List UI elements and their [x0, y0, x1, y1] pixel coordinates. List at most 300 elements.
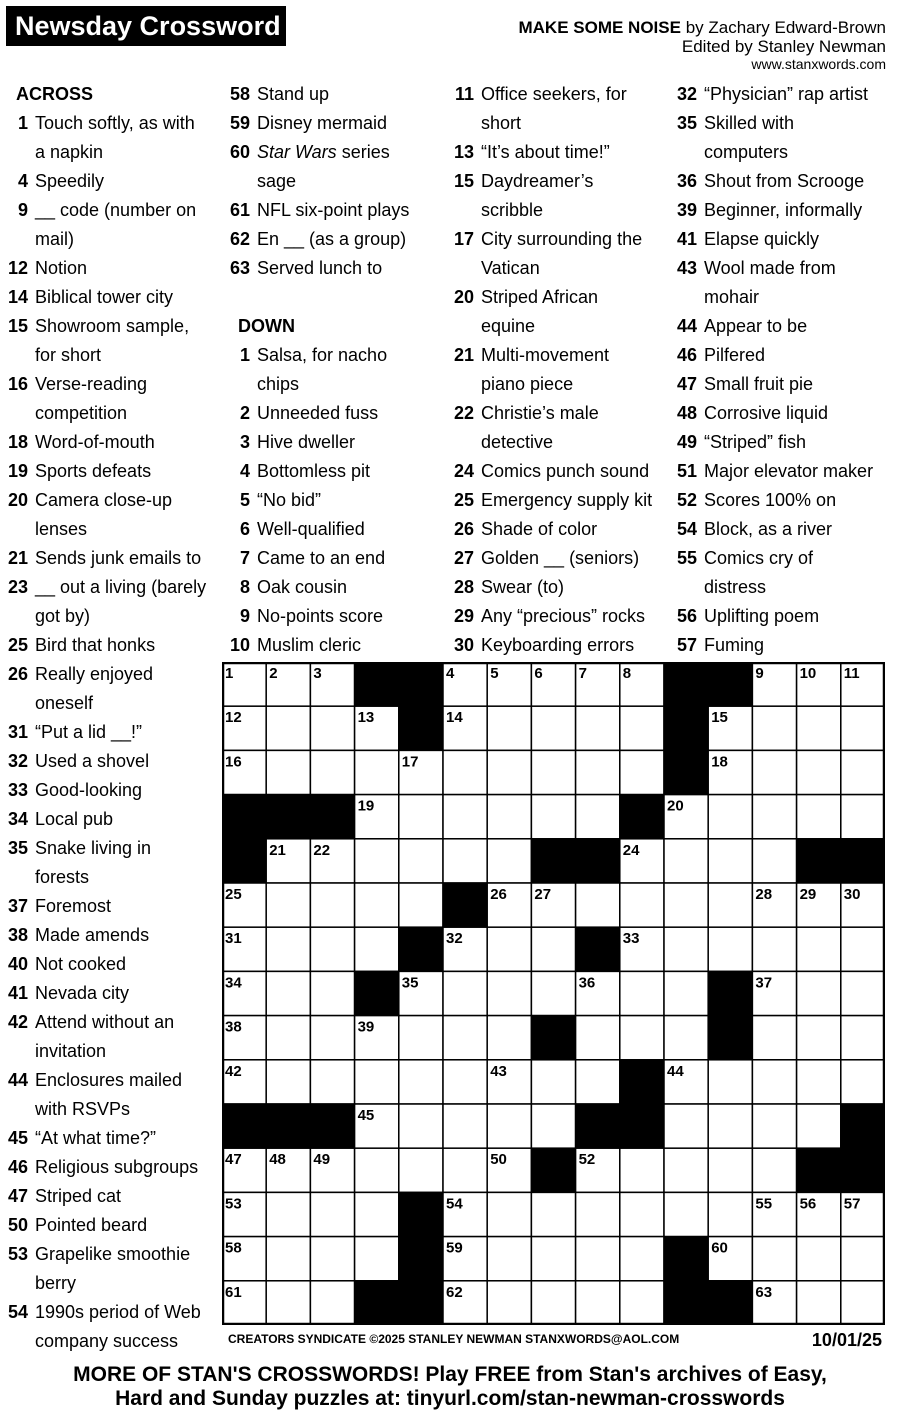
clue-text: forests [35, 867, 90, 887]
clue-text: mail) [35, 229, 74, 249]
clue-number: 45 [7, 1128, 28, 1148]
grid-cell[interactable] [797, 1281, 841, 1325]
grid-cell[interactable] [797, 927, 841, 971]
clue-32 [8, 747, 218, 776]
grid-cell[interactable] [708, 883, 752, 927]
grid-cell[interactable] [443, 839, 487, 883]
clue-15 [8, 312, 218, 341]
cell-number: 23 [578, 841, 596, 859]
grid-cell[interactable] [531, 795, 575, 839]
clue-text: company success [35, 1331, 179, 1351]
clue-3 [230, 428, 445, 457]
clue-text: “Put a lid __!” [35, 722, 143, 742]
clue-number: 34 [7, 809, 28, 829]
clue-47 [8, 1182, 218, 1211]
grid-cell[interactable] [531, 971, 575, 1015]
grid-cell[interactable] [310, 883, 354, 927]
promo-line-2[interactable]: Hard and Sunday puzzles at: tinyurl.com/stan-newman-crosswords [115, 1387, 785, 1410]
clue-text: Elapse quickly [704, 229, 820, 249]
grid-cell[interactable] [841, 927, 885, 971]
grid-cell[interactable] [752, 750, 796, 794]
cell-number: 56 [799, 1195, 817, 1213]
grid-cell[interactable] [531, 1237, 575, 1281]
clue-text: with RSVPs [35, 1099, 131, 1119]
author: by Zachary Edward-Brown [685, 18, 886, 37]
promo-banner [0, 1363, 900, 1411]
clue-20 [454, 283, 669, 312]
clue-number: 40 [7, 954, 28, 974]
grid-cell[interactable] [576, 1192, 620, 1236]
clue-43 [677, 254, 892, 283]
grid-cell[interactable] [487, 1237, 531, 1281]
grid-cell[interactable] [399, 1148, 443, 1192]
grid-cell[interactable] [310, 927, 354, 971]
grid-cell[interactable] [266, 927, 310, 971]
grid-cell[interactable] [355, 1148, 399, 1192]
clue-text: Block, as a river [704, 519, 833, 539]
grid-cell[interactable] [355, 750, 399, 794]
clue-text: NFL six-point plays [257, 200, 410, 220]
clue-text: “At what time?” [35, 1128, 157, 1148]
clue-number: 5 [239, 490, 250, 510]
cell-number: 17 [401, 753, 419, 771]
grid-cell[interactable] [664, 1104, 708, 1148]
clue-text: scribble [481, 200, 544, 220]
grid-cell[interactable] [664, 971, 708, 1015]
grid-cell[interactable] [752, 1016, 796, 1060]
cell-number: 48 [269, 1151, 286, 1169]
grid-cell[interactable] [355, 1192, 399, 1236]
clue-number: 46 [7, 1157, 28, 1177]
grid-cell[interactable] [576, 706, 620, 750]
grid-cell[interactable] [487, 795, 531, 839]
grid-cell[interactable] [620, 706, 664, 750]
clue-text: Hive dweller [257, 432, 356, 452]
grid-cell[interactable] [443, 1148, 487, 1192]
clue-continuation [454, 370, 669, 399]
clue-60 [230, 138, 445, 167]
clue-continuation [8, 1037, 218, 1066]
grid-cell[interactable] [576, 1016, 620, 1060]
grid-cell[interactable] [443, 1016, 487, 1060]
grid-cell[interactable] [620, 1016, 664, 1060]
clue-text: “It’s about time!” [481, 142, 610, 162]
black-square [664, 1237, 708, 1281]
grid-cell[interactable] [531, 1104, 575, 1148]
clue-number: 11 [454, 84, 474, 104]
grid-cell[interactable] [443, 1104, 487, 1148]
clue-number: 2 [239, 403, 250, 423]
clue-text: Golden __ (seniors) [481, 548, 640, 568]
grid-cell[interactable] [355, 1237, 399, 1281]
clue-continuation [454, 428, 669, 457]
clue-number: 56 [676, 606, 697, 626]
clue-text: Biblical tower city [35, 287, 174, 307]
black-square [797, 1148, 841, 1192]
down-heading: DOWN [238, 316, 295, 336]
grid-cell[interactable] [310, 1237, 354, 1281]
grid-cell[interactable] [266, 1016, 310, 1060]
grid-cell[interactable] [576, 1281, 620, 1325]
cell-number: 46 [622, 1107, 640, 1124]
grid-cell[interactable] [620, 1148, 664, 1192]
grid-cell[interactable] [797, 1237, 841, 1281]
grid-cell[interactable] [620, 971, 664, 1015]
grid-cell[interactable] [664, 883, 708, 927]
cell-number: 54 [446, 1195, 463, 1213]
grid-cell[interactable] [576, 1237, 620, 1281]
grid-cell[interactable] [531, 706, 575, 750]
grid-cell[interactable] [841, 795, 885, 839]
grid-cell[interactable] [266, 971, 310, 1015]
cell-number: 5 [490, 665, 499, 682]
clue-number: 36 [676, 171, 697, 191]
clue-number: 43 [676, 258, 697, 278]
grid-cell[interactable] [531, 1281, 575, 1325]
grid-cell[interactable] [310, 1016, 354, 1060]
grid-cell[interactable] [797, 1104, 841, 1148]
clue-25 [8, 631, 218, 660]
grid-cell[interactable] [797, 750, 841, 794]
grid-cell[interactable] [841, 971, 885, 1015]
grid-cell[interactable] [266, 1281, 310, 1325]
clue-continuation [8, 689, 218, 718]
clue-number: 33 [7, 780, 28, 800]
grid-cell[interactable] [841, 1281, 885, 1325]
clue-text: “Physician” rap artist [704, 84, 869, 104]
clue-text: Keyboarding errors [481, 635, 635, 655]
clue-28 [454, 573, 669, 602]
clue-text: equine [481, 316, 536, 336]
clue-1 [8, 109, 218, 138]
grid-cell[interactable] [310, 1281, 354, 1325]
grid-cell[interactable] [399, 1104, 443, 1148]
editor: Edited by Stanley Newman [681, 37, 886, 56]
grid-cell[interactable] [841, 1060, 885, 1104]
grid-cell[interactable] [752, 1237, 796, 1281]
clue-number: 28 [453, 577, 474, 597]
clue-text: Scores 100% on [704, 490, 837, 510]
grid-cell[interactable] [752, 1060, 796, 1104]
cell-number: 44 [667, 1062, 684, 1080]
grid-cell[interactable] [266, 1237, 310, 1281]
clue-57 [677, 631, 892, 660]
grid-cell[interactable] [487, 1281, 531, 1325]
cell-number: 8 [622, 665, 632, 682]
grid-cell[interactable] [531, 1192, 575, 1236]
black-square [664, 662, 708, 706]
clue-text: Snake living in [35, 838, 152, 858]
clue-number: 1 [17, 113, 28, 133]
clue-continuation [8, 1327, 218, 1356]
grid-cell[interactable] [399, 1060, 443, 1104]
clue-continuation [454, 196, 669, 225]
grid-cell[interactable] [620, 750, 664, 794]
clue-text: Christie’s male [481, 403, 599, 423]
grid-cell[interactable] [708, 1104, 752, 1148]
cell-number: 49 [313, 1151, 331, 1169]
clue-text: Comics punch sound [481, 461, 650, 481]
clue-9 [230, 602, 445, 631]
grid-cell[interactable] [310, 971, 354, 1015]
clue-number: 9 [239, 606, 250, 626]
grid-cell[interactable] [531, 750, 575, 794]
grid-cell[interactable] [399, 795, 443, 839]
grid-cell[interactable] [487, 1192, 531, 1236]
clue-continuation [454, 312, 669, 341]
cell-number: 41 [711, 1018, 728, 1036]
cell-number: 50 [490, 1151, 507, 1169]
clue-44 [8, 1066, 218, 1095]
clue-7 [230, 544, 445, 573]
cell-number: 43 [490, 1062, 507, 1080]
page-title: Newsday Crossword [6, 6, 286, 46]
grid-cell[interactable] [664, 927, 708, 971]
clue-33 [8, 776, 218, 805]
black-square [443, 883, 487, 927]
clue-number: 15 [7, 316, 28, 336]
grid-cell[interactable] [620, 883, 664, 927]
grid-cell[interactable] [355, 927, 399, 971]
black-square [399, 927, 443, 971]
grid-cell[interactable] [266, 706, 310, 750]
grid-cell[interactable] [487, 1016, 531, 1060]
black-square [222, 839, 266, 883]
clue-51 [677, 457, 892, 486]
puzzle-title: MAKE SOME NOISE [518, 18, 681, 37]
grid-cell[interactable] [797, 706, 841, 750]
cell-number: 9 [755, 665, 764, 682]
grid-cell[interactable] [841, 750, 885, 794]
grid-cell[interactable] [797, 795, 841, 839]
grid-cell[interactable] [708, 927, 752, 971]
clue-26 [8, 660, 218, 689]
clue-58 [230, 80, 445, 109]
grid-cell[interactable] [708, 1192, 752, 1236]
clue-text: Muslim cleric [257, 635, 362, 655]
clue-62 [230, 225, 445, 254]
grid-cell[interactable] [841, 706, 885, 750]
website-link[interactable]: www.stanxwords.com [751, 56, 886, 72]
clue-63 [230, 254, 445, 283]
clue-text: 1990s period of Web [35, 1302, 201, 1322]
clue-text: detective [481, 432, 554, 452]
grid-cell[interactable] [797, 1060, 841, 1104]
clue-text: competition [35, 403, 128, 423]
clue-16 [8, 370, 218, 399]
grid-cell[interactable] [576, 883, 620, 927]
grid-cell[interactable] [841, 1016, 885, 1060]
black-square [708, 662, 752, 706]
grid-cell[interactable] [487, 971, 531, 1015]
clue-text: Salsa, for nacho [257, 345, 388, 365]
clue-column-3 [454, 80, 669, 660]
clue-number: 41 [7, 983, 28, 1003]
grid-cell[interactable] [752, 927, 796, 971]
grid-cell[interactable] [797, 1016, 841, 1060]
clue-17 [454, 225, 669, 254]
cell-number: 22 [313, 841, 331, 859]
clue-number: 30 [453, 635, 474, 655]
clue-number: 13 [453, 142, 474, 162]
grid-cell[interactable] [487, 839, 531, 883]
grid-cell[interactable] [266, 1192, 310, 1236]
grid-cell[interactable] [708, 1148, 752, 1192]
clue-number: 41 [676, 229, 697, 249]
grid-cell[interactable] [443, 750, 487, 794]
clue-number: 35 [7, 838, 28, 858]
clue-continuation [8, 399, 218, 428]
grid-cell[interactable] [752, 1104, 796, 1148]
clue-31 [8, 718, 218, 747]
grid-cell[interactable] [355, 839, 399, 883]
clue-text: Fuming [704, 635, 765, 655]
clue-number: 63 [229, 258, 250, 278]
grid-cell[interactable] [443, 795, 487, 839]
clue-text: Swear (to) [481, 577, 565, 597]
grid-cell[interactable] [752, 706, 796, 750]
clue-12 [8, 254, 218, 283]
grid-cell[interactable] [399, 883, 443, 927]
grid-cell[interactable] [576, 750, 620, 794]
black-square [399, 1281, 443, 1325]
clue-continuation [8, 515, 218, 544]
cell-number: 47 [225, 1151, 242, 1169]
grid-cell[interactable] [266, 750, 310, 794]
clue-number: 37 [7, 896, 28, 916]
grid-cell[interactable] [355, 1060, 399, 1104]
clue-text: City surrounding the [481, 229, 643, 249]
spacer [230, 283, 445, 312]
grid-cell[interactable] [664, 1148, 708, 1192]
clue-text: chips [257, 374, 300, 394]
clue-36 [677, 167, 892, 196]
clue-continuation [8, 341, 218, 370]
grid-cell[interactable] [664, 1016, 708, 1060]
clue-50 [8, 1211, 218, 1240]
black-square [797, 839, 841, 883]
cell-number: 34 [225, 974, 242, 992]
grid-cell[interactable] [841, 1237, 885, 1281]
clue-number: 1 [239, 345, 250, 365]
clue-text: Enclosures mailed [35, 1070, 183, 1090]
clue-number: 27 [453, 548, 474, 568]
grid-cell[interactable] [664, 839, 708, 883]
cell-number: 58 [225, 1239, 242, 1257]
clue-number: 25 [453, 490, 474, 510]
clue-32 [677, 80, 892, 109]
clue-number: 9 [17, 200, 28, 220]
grid-cell[interactable] [531, 927, 575, 971]
grid-cell[interactable] [266, 1060, 310, 1104]
clue-number: 18 [7, 432, 28, 452]
clue-26 [454, 515, 669, 544]
clue-text: Small fruit pie [704, 374, 814, 394]
clue-number: 20 [7, 490, 28, 510]
clue-text: a napkin [35, 142, 104, 162]
grid-cell[interactable] [664, 1192, 708, 1236]
clue-text: Multi-movement [481, 345, 610, 365]
grid-cell[interactable] [310, 750, 354, 794]
clue-text: Stand up [257, 84, 330, 104]
clue-text: Sends junk emails to [35, 548, 202, 568]
cell-number: 6 [534, 665, 543, 682]
clue-number: 20 [453, 287, 474, 307]
clue-continuation [8, 602, 218, 631]
clue-continuation [454, 254, 669, 283]
grid-cell[interactable] [531, 1060, 575, 1104]
cell-number: 42 [225, 1062, 242, 1080]
clue-text: Disney mermaid [257, 113, 388, 133]
clue-56 [677, 602, 892, 631]
clue-text: Wool made from [704, 258, 836, 278]
grid-cell[interactable] [443, 971, 487, 1015]
grid-cell[interactable] [576, 795, 620, 839]
grid-cell[interactable] [708, 795, 752, 839]
clue-text: Sports defeats [35, 461, 152, 481]
grid-cell[interactable] [266, 883, 310, 927]
clue-text: distress [704, 577, 767, 597]
grid-cell[interactable] [752, 795, 796, 839]
clue-number: 49 [676, 432, 697, 452]
cell-number: 36 [578, 974, 596, 992]
grid-cell[interactable] [399, 839, 443, 883]
grid-cell[interactable] [487, 1104, 531, 1148]
clue-59 [230, 109, 445, 138]
cell-number: 59 [446, 1239, 463, 1257]
grid-cell[interactable] [752, 1148, 796, 1192]
clue-number: 17 [453, 229, 474, 249]
clue-number: 25 [7, 635, 28, 655]
cell-number: 15 [711, 709, 728, 727]
grid-cell[interactable] [443, 1060, 487, 1104]
crossword-grid [222, 662, 885, 1325]
clue-number: 51 [676, 461, 697, 481]
grid-cell[interactable] [620, 1281, 664, 1325]
grid-canvas [222, 662, 885, 1325]
clue-text: __ code (number on [35, 200, 197, 220]
clue-continuation [677, 283, 892, 312]
grid-cell[interactable] [487, 706, 531, 750]
grid-cell[interactable] [620, 1192, 664, 1236]
clue-text: Striped cat [35, 1186, 122, 1206]
grid-cell[interactable] [752, 839, 796, 883]
black-square [399, 1237, 443, 1281]
cell-number: 60 [711, 1239, 728, 1257]
grid-cell[interactable] [797, 971, 841, 1015]
grid-cell[interactable] [310, 706, 354, 750]
cell-number: 24 [622, 841, 640, 859]
grid-cell[interactable] [620, 1237, 664, 1281]
clue-text: Star Wars series [257, 142, 390, 162]
clue-continuation [677, 138, 892, 167]
clue-column-1 [8, 80, 218, 1356]
clue-21 [454, 341, 669, 370]
grid-cell[interactable] [576, 1060, 620, 1104]
clue-number: 50 [7, 1215, 28, 1235]
clue-number: 21 [7, 548, 28, 568]
clue-number: 62 [229, 229, 250, 249]
grid-cell[interactable] [310, 1060, 354, 1104]
grid-cell[interactable] [355, 883, 399, 927]
clue-41 [677, 225, 892, 254]
grid-cell[interactable] [487, 927, 531, 971]
grid-cell[interactable] [310, 1192, 354, 1236]
grid-cell[interactable] [399, 1016, 443, 1060]
grid-cell[interactable] [487, 750, 531, 794]
grid-cell[interactable] [708, 1060, 752, 1104]
grid-cell[interactable] [708, 839, 752, 883]
